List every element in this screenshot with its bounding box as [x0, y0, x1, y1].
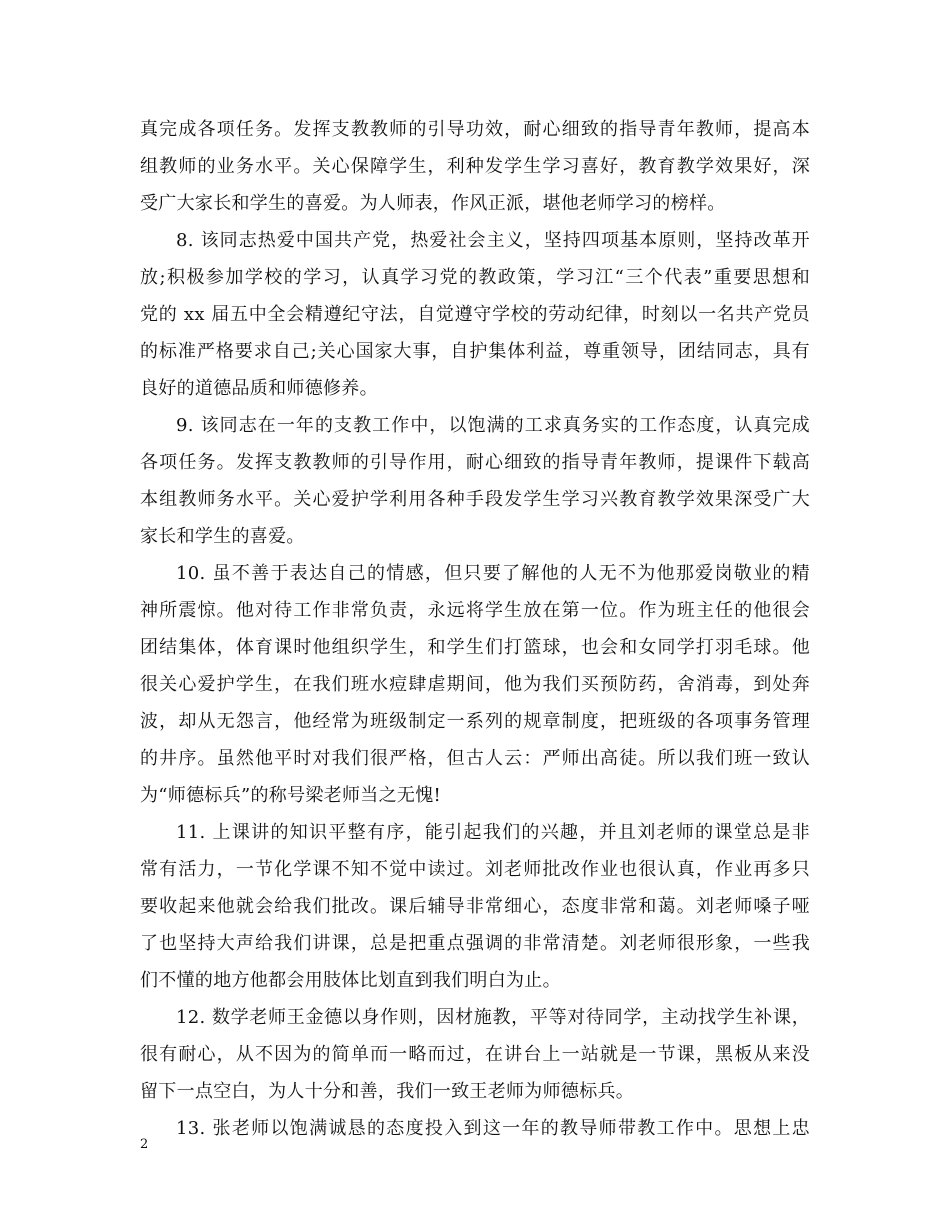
paragraph-item-11	[140, 814, 810, 999]
text-line: 本组教师务水平。关心爱护学利用各种手段发学生学习兴教育教学效果深受广大	[140, 489, 810, 510]
text-line: 要收起来他就会给我们批改。课后辅导非常细心，态度非常和蔼。刘老师嗓子哑	[140, 896, 810, 917]
text-line: 党的 xx 届五中全会精遵纪守法，自觉遵守学校的劳动纪律，时刻以一名共产党员	[140, 304, 810, 325]
text-line: 11. 上课讲的知识平整有序，能引起我们的兴趣，并且刘老师的课堂总是非	[176, 822, 810, 843]
text-line: 良好的道德品质和师德修养。	[140, 378, 378, 399]
text-line: 波，却从无怨言，他经常为班级制定一系列的规章制度，把班级的各项事务管理	[140, 711, 810, 732]
text-line: 为“师德标兵”的称号梁老师当之无愧!	[140, 785, 442, 806]
text-line: 的标准严格要求自己;关心国家大事，自护集体利益，尊重领导，团结同志，具有	[140, 341, 810, 362]
text-line: 团结集体，体育课时他组织学生，和学生们打篮球，也会和女同学打羽毛球。他	[140, 637, 810, 658]
text-line: 的井序。虽然他平时对我们很严格，但古人云：严师出高徒。所以我们班一致认	[140, 748, 810, 769]
text-line: 8. 该同志热爱中国共产党，热爱社会主义，坚持四项基本原则，坚持改革开	[176, 230, 810, 251]
paragraph-continuation	[140, 111, 810, 222]
text-line: 神所震惊。他对待工作非常负责，永远将学生放在第一位。作为班主任的他很会	[140, 600, 810, 621]
paragraph-item-13	[140, 1110, 810, 1147]
paragraph-item-12	[140, 999, 810, 1110]
text-line: 们不懂的地方他都会用肢体比划直到我们明白为止。	[140, 970, 561, 991]
text-line: 组教师的业务水平。关心保障学生，利种发学生学习喜好，教育教学效果好，深	[140, 156, 810, 177]
page-number: 2	[140, 1137, 149, 1152]
text-line: 留下一点空白，为人十分和善，我们一致王老师为师德标兵。	[140, 1081, 635, 1102]
paragraph-item-10	[140, 555, 810, 814]
paragraph-item-8	[140, 222, 810, 407]
text-line: 真完成各项任务。发挥支教教师的引导功效，耐心细致的指导青年教师，提高本	[140, 119, 810, 140]
text-line: 家长和学生的喜爱。	[140, 526, 305, 547]
text-line: 很关心爱护学生，在我们班水痘肆虐期间，他为我们买预防药，舍消毒，到处奔	[140, 674, 810, 695]
text-line: 很有耐心，从不因为的简单而一略而过，在讲台上一站就是一节课，黑板从来没	[140, 1044, 810, 1065]
text-line: 各项任务。发挥支教教师的引导作用，耐心细致的指导青年教师，提课件下载高	[140, 452, 810, 473]
paragraph-item-9	[140, 407, 810, 555]
text-line: 常有活力，一节化学课不知不觉中读过。刘老师批改作业也很认真，作业再多只	[140, 859, 810, 880]
text-line: 13. 张老师以饱满诚恳的态度投入到这一年的教导师带教工作中。思想上忠	[176, 1118, 810, 1139]
document-body	[140, 111, 810, 1147]
text-line: 10. 虽不善于表达自己的情感，但只要了解他的人无不为他那爱岗敬业的精	[176, 563, 810, 584]
text-line: 放;积极参加学校的学习，认真学习党的教政策，学习江“三个代表”重要思想和	[140, 267, 810, 288]
text-line: 受广大家长和学生的喜爱。为人师表，作风正派，堪他老师学习的榜样。	[140, 193, 726, 214]
text-line: 9. 该同志在一年的支教工作中，以饱满的工求真务实的工作态度，认真完成	[176, 415, 810, 436]
text-line: 了也坚持大声给我们讲课，总是把重点强调的非常清楚。刘老师很形象，一些我	[140, 933, 810, 954]
text-line: 12. 数学老师王金德以身作则，因材施教，平等对待同学，主动找学生补课，	[176, 1007, 810, 1028]
